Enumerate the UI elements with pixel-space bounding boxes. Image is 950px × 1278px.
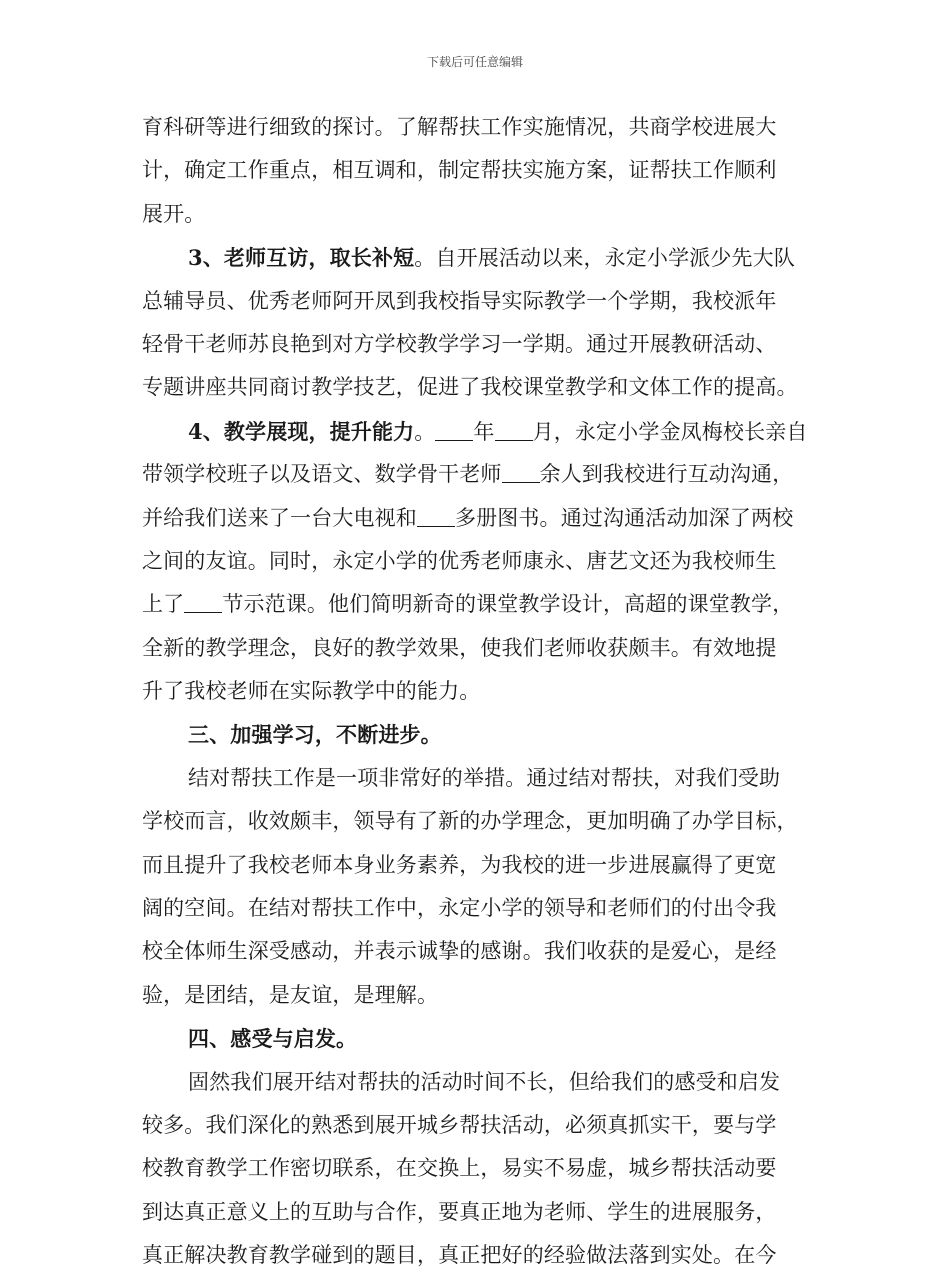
text-span: 上了 xyxy=(142,592,185,617)
text-span: 年 xyxy=(473,419,495,444)
section-heading: 四、感受与启发。 xyxy=(188,1026,358,1052)
text-line: 到达真正意义上的互助与合作，要真正地为老师、学生的进展服务， xyxy=(142,1199,777,1224)
fill-in-blank xyxy=(495,416,533,441)
text-line: 结对帮扶工作是一项非常好的举措。通过结对帮扶，对我们受助 xyxy=(188,765,781,790)
text-line: 之间的友谊。同时，永定小学的优秀老师康永、唐艺文还为我校师生 xyxy=(142,548,777,573)
text-line: 育科研等进行细致的探讨。了解帮扶工作实施情况，共商学校进展大 xyxy=(142,115,777,139)
page-header: 下载后可任意编辑 xyxy=(426,55,523,69)
text-span: 节示范课。他们简明新奇的课堂教学设计，高超的课堂教学， xyxy=(222,592,794,617)
text-line xyxy=(142,453,814,496)
section-4-line xyxy=(142,410,814,453)
text-span: 。自开展活动以来，永定小学派少先大队 xyxy=(414,246,795,271)
text-span: 带领学校班子以及语文、数学骨干老师 xyxy=(142,462,502,487)
text-span: 并给我们送来了一台大电视和 xyxy=(142,505,417,530)
fill-in-blank xyxy=(435,416,473,441)
text-line: 计，确定工作重点，相互调和，制定帮扶实施方案，证帮扶工作顺利 xyxy=(142,158,777,183)
text-line: 校全体师生深受感动，并表示诚挚的感谢。我们收获的是爱心，是经 xyxy=(142,939,777,964)
text-line: 验，是团结，是友谊，是理解。 xyxy=(142,982,439,1007)
text-line: 学校而言，收效颇丰，领导有了新的办学理念，更加明确了办学目标， xyxy=(142,809,798,834)
fill-in-blank xyxy=(502,458,540,483)
text-line: 阔的空间。在结对帮扶工作中，永定小学的领导和老师们的付出令我 xyxy=(142,896,777,921)
text-line xyxy=(142,497,814,540)
fill-in-blank xyxy=(184,588,222,613)
text-line: 固然我们展开结对帮扶的活动时间不长，但给我们的感受和启发 xyxy=(188,1069,781,1094)
text-line: 展开。 xyxy=(142,201,206,226)
text-line: 而且提升了我校老师本身业务素养，为我校的进一步进展赢得了更宽 xyxy=(142,852,777,877)
text-line: 较多。我们深化的熟悉到展开城乡帮扶活动，必须真抓实干，要与学 xyxy=(142,1112,777,1137)
text-span: 余人到我校进行互动沟通， xyxy=(539,462,794,487)
text-line: 校教育教学工作密切联系，在交换上，易实不易虚，城乡帮扶活动要 xyxy=(142,1156,777,1181)
text-line: 全新的教学理念，良好的教学效果，使我们老师收获颇丰。有效地提 xyxy=(142,635,777,660)
text-span: 月，永定小学金凤梅校长亲自 xyxy=(532,419,808,444)
section-4-heading: 4、教学展现，提升能力 xyxy=(188,418,415,444)
text-line: 轻骨干老师苏良艳到对方学校教学学习一学期。通过开展教研活动、 xyxy=(142,331,777,356)
section-3-line xyxy=(142,236,814,279)
fill-in-blank xyxy=(417,502,455,527)
section-3-heading: 3、老师互访，取长补短 xyxy=(188,245,415,271)
text-line: 升了我校老师在实际教学中的能力。 xyxy=(142,679,481,704)
text-span: 多册图书。通过沟通活动加深了两校 xyxy=(454,505,794,530)
text-line xyxy=(142,583,814,626)
text-line: 总辅导员、优秀老师阿开凤到我校指导实际教学一个学期，我校派年 xyxy=(142,288,777,313)
section-heading: 三、加强学习，不断进步。 xyxy=(188,722,442,748)
text-line: 专题讲座共同商讨教学技艺，促进了我校课堂教学和文体工作的提高。 xyxy=(142,375,798,400)
document-body xyxy=(142,106,814,1278)
text-span: 。 xyxy=(414,419,436,444)
text-line: 真正解决教育教学碰到的题目，真正把好的经验做法落到实处。在今 xyxy=(142,1243,777,1268)
